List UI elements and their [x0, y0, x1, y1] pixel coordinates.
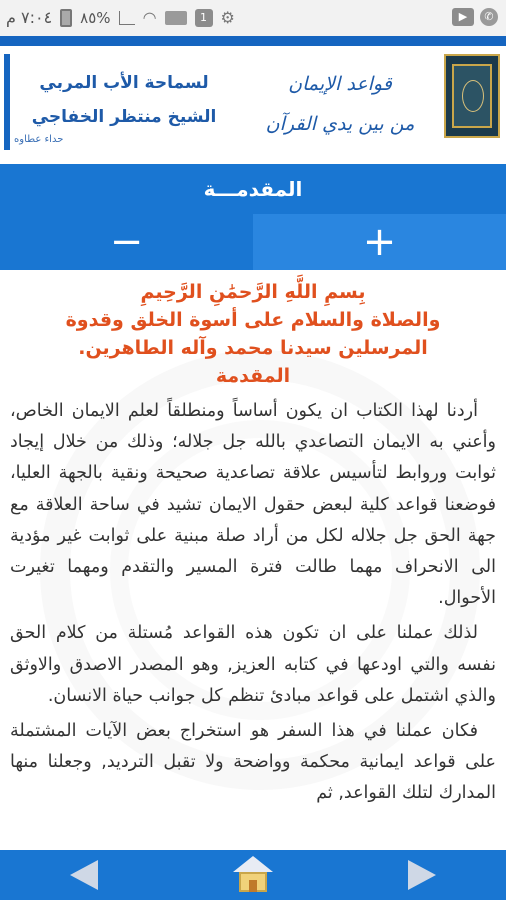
cover-frame — [452, 64, 492, 128]
subtitles-icon — [165, 11, 187, 25]
wifi-icon: ◠ — [142, 8, 157, 27]
home-roof — [233, 856, 273, 872]
intro-title: المقدمة — [215, 365, 291, 387]
signal-icon — [119, 11, 135, 25]
paragraph-1: أردنا لهذا الكتاب ان يكون أساساً ومنطلقاً لعلم الايمان الخاص، وأعني به الايمان التصاعدي بالله جل جلاله؛ وذلك من خلال إيجاد ثوابت وروابط لتأسيس علاقة تصاعدية صحيحة ونقية بالجهة العليا، فوضعنا قواعد كلية لبعض حقول الايمان تشيد في ساحة العلاقة مع جهة الحق جل جلاله لكل من أراد صلة مبنية على ثوابت غير مؤدية الى الانحراف مهما طالت فترة المسير والتقدم ومهما تغيرت الأحوال. — [10, 401, 496, 609]
paragraph-3: فكان عملنا في هذا السفر هو استخراج بعض الآيات المشتملة على قواعد ايمانية محكمة وواضحة ولا تقبل الترديد, وجعلنا منها المدارك لتلك القواعد, ثم — [10, 721, 496, 804]
home-door — [249, 880, 257, 892]
home-button[interactable] — [213, 850, 293, 900]
banner-accent-bar — [4, 54, 10, 150]
whatsapp-icon: ✆ — [480, 8, 498, 26]
previous-button[interactable] — [40, 850, 120, 900]
banner-signature: حداء عطاوه — [14, 134, 64, 145]
bottom-nav — [0, 850, 506, 900]
banner-content — [0, 48, 506, 154]
battery-percent: %٨٥ — [80, 8, 111, 27]
arrow-right-icon — [408, 860, 436, 890]
gear-icon: ⚙ — [220, 8, 235, 27]
salawat-line2: المرسلين سيدنا محمد وآله الطاهرين. — [78, 337, 428, 359]
zoom-in-button[interactable]: + — [253, 214, 506, 270]
book-title-line2: من بين يدي القرآن — [265, 113, 415, 135]
book-cover-icon — [444, 54, 500, 138]
arrow-left-icon — [70, 860, 98, 890]
battery-icon — [60, 9, 72, 27]
book-author — [14, 66, 234, 134]
author-line1: لسماحة الأب المربي — [39, 73, 209, 93]
home-icon — [233, 856, 273, 894]
basmala: بِسمِ اللَّهِ الرَّحمَٰنِ الرَّحِيمِ — [140, 281, 366, 303]
next-button[interactable] — [386, 850, 466, 900]
zoom-controls — [0, 214, 506, 270]
status-bar — [0, 0, 506, 36]
status-right-icons — [452, 8, 498, 26]
salawat-line1: والصلاة والسلام على أسوة الخلق وقدوة — [65, 309, 441, 331]
app-banner — [0, 36, 506, 154]
youtube-icon: ▶ — [452, 8, 474, 26]
book-title-line1: قواعد الإيمان — [288, 73, 392, 95]
zoom-out-button[interactable]: − — [0, 214, 253, 270]
book-title — [260, 64, 420, 144]
content-area[interactable] — [0, 270, 506, 850]
clock: ٧:٠٤ م — [6, 8, 53, 27]
calendar-icon: 1 — [195, 9, 213, 27]
author-line2: الشيخ منتظر الخفاجي — [31, 107, 217, 127]
paragraph-2: لذلك عملنا على ان تكون هذه القواعد مُستلة من كلام الحق نفسه والتي اودعها في كتابه العزيز, وهو المصدر الاصدق والاوثق والذي اشتمل على قواعد مبادئ تنظم كل جوانب حياة الانسان. — [10, 623, 496, 706]
status-left-icons — [6, 8, 235, 27]
intro-heading — [0, 270, 506, 390]
section-title: المقدمـــة — [0, 164, 506, 214]
body-text — [0, 390, 506, 810]
